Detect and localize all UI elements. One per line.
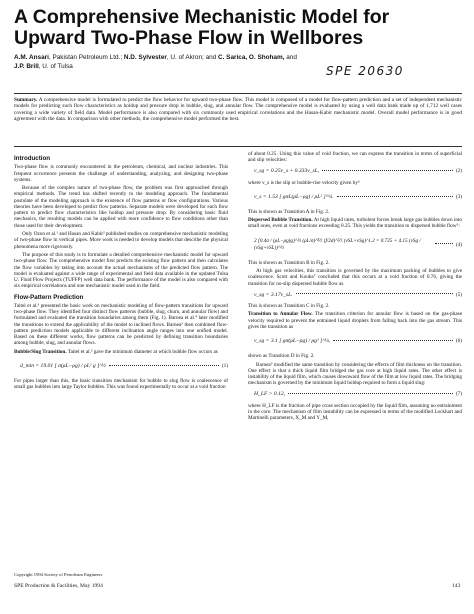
equation-body: 2 [0.4σ / (ρL−ρg)g]^½ (ρL/σ)^⅗ (f/2d)^⅖ (vSL+vSg)^1.2 = 0.725 + 4.15 (vSg / (vSg+vSL))^½ (254, 237, 421, 251)
equation-6 (248, 333, 462, 350)
equation-body: v_s = 1.53 [ gσL(ρL−ρg) / ρL² ]^¼. (254, 194, 334, 201)
journal-footer: SPE Production & Facilities, May 1994 (14, 583, 103, 589)
equation-body: H_LF > 0.12, (254, 391, 286, 398)
author-affiliation: , Pakistan Petroleum Ltd.; (48, 54, 124, 61)
leader-dots (333, 340, 453, 341)
author-name: J.P. Brill (14, 63, 39, 70)
paper-title: A Comprehensive Mechanistic Model for Upward Two-Phase Flow in Wellbores (14, 6, 390, 49)
leader-dots (322, 170, 453, 171)
paragraph-annular-transition (248, 311, 462, 330)
equation-body: v_sg = 3.17v_sL. (254, 291, 293, 298)
summary-lead: Summary. (14, 97, 38, 103)
equation-body: v_sg = 3.1 [ gσ(ρL−ρg) / ρg² ]^¼, (254, 338, 331, 345)
equation-7 (248, 390, 462, 400)
equation-number: (1) (221, 363, 228, 370)
paragraph: of about 0.25. Using this value of void fraction, we can express the transition in terms of superficial and slip velocities: (248, 151, 462, 164)
leader-dots (296, 293, 453, 294)
equation-number: (6) (455, 338, 462, 345)
paragraph: shown as Transition D in Fig. 2. (248, 353, 315, 360)
leader-dots (288, 393, 453, 394)
paragraph: Because of the complex nature of two-phase flow, the problem was first approached through empirical methods. The trend has shifted recently to the modeling approach. The fundamental postulate of the modeling approach is the existence of flow patterns or flow configurations. Various theories have been developed to predict flow patterns. Separate models were developed for each flow pattern to predict flow characteristics like holdup and pressure drop. By considering basic fluid mechanics, the resulting models can be applied with more confidence to flow conditions other than those used for their development. (14, 185, 228, 229)
paragraph-text: Taitel et al.³ gave the minimum diameter at which bubble flow occurs as (66, 348, 218, 355)
run-in-heading: Bubble/Slug Transition. (14, 348, 67, 355)
leader-dots (337, 196, 453, 197)
right-column (248, 151, 462, 423)
equation-5 (248, 290, 462, 300)
left-column (14, 151, 228, 393)
equation-1 (14, 358, 228, 375)
paragraph: This is shown as Transition B in Fig. 2. (248, 259, 330, 266)
summary-bottom-rule (14, 146, 462, 147)
author-name: C. Sarica, O. Shoham, (218, 54, 285, 61)
page-number: 143 (452, 583, 461, 589)
equation-number: (5) (455, 291, 462, 298)
equation-number: (3) (455, 194, 462, 201)
paragraph: Only Ozon et al.¹ and Hasan and Kabir² published studies on comprehensive mechanistic modeling of two-phase flow in vertical pipes. More work is needed to develop models that describe the physical phenomena more rigorously. (14, 231, 228, 250)
run-in-heading: Transition to Annular Flow. (248, 311, 313, 318)
paragraph-dispersed-bubble (248, 217, 462, 230)
paragraph: At high gas velocities, this transition is governed by the maximum packing of bubbles to give coalescence. Scott and Kouba⁷ concluded that this occurs at a void fraction of 0.76, giving the transition for no-slip dispersed bubble flow as (248, 268, 462, 287)
author-affiliation: , U. of Akron; and (166, 54, 219, 61)
section-heading-flow-pattern-prediction: Flow-Pattern Prediction (14, 293, 84, 301)
paragraph: Barnea⁵ modified the same transition by considering the effects of film thickness on the transition. One effect is that a thick liquid film bridged the gas core at high liquid rates. The other effect is instability of the liquid film, which causes downward flow of the film at low liquid rates. The bridging mechanism is governed by the minimum liquid holdup required to form a liquid slug: (248, 361, 462, 387)
section-heading-introduction: Introduction (14, 155, 51, 162)
author-name: A.M. Ansari (14, 54, 49, 61)
equation-2 (248, 167, 462, 177)
paragraph: This is shown as Transition A in Fig. 2. (248, 208, 330, 215)
paragraph: where v_s is the slip or bubble-rise velocity given by⁶ (248, 179, 360, 186)
leader-dots (109, 365, 219, 366)
summary-abstract (14, 97, 462, 123)
paragraph: Two-phase flow is commonly encountered in the petroleum, chemical, and nuclear industries. This frequent occurrence presents the challenge of understanding, analyzing, and designing two-phase systems. (14, 164, 228, 183)
paragraph: where H_LF is the fraction of pipe cross section occupied by the liquid film, assuming no entrainment in the core. The mechanism of film instability can be expressed in terms of the modified Lockhart and Martinelli parameters, X_M and Y_M, (248, 402, 462, 421)
equation-body: d_min = 19.01 [ σ(ρL−ρg) / ρL² g ]^½ (20, 363, 106, 370)
paragraph: For pipes larger than this, the basic transition mechanism for bubble to slug flow is coalescence of small gas bubbles into large Taylor bubbles. This was found experimentally to occur at a void fraction (14, 378, 228, 391)
leader-dots (435, 243, 453, 244)
paragraph: The purpose of this study is to formulate a detailed comprehensive mechanistic model for upward two-phase flow. The comprehensive model first predicts the existing flow pattern and then calculates the flow variables by taking into account the actual mechanisms of the predicted flow pattern. The model is evaluated against a wide range of experimental and field data available in the updated Tulsa U. Fluid Flow Projects (TUFFP) well data bank. The performance of the model is also compared with six empirical correlations and one mechanistic model used in the field. (14, 252, 228, 290)
equation-number: (2) (455, 168, 462, 175)
author-line-1 (14, 53, 464, 62)
paragraph: This is shown as Transition C in Fig. 2. (248, 302, 330, 309)
equation-3 (248, 189, 462, 206)
run-in-heading: Dispersed Bubble Transition. (248, 217, 313, 224)
author-affiliation: , U. of Tulsa (38, 63, 73, 70)
paragraph-bubble-slug (14, 349, 228, 355)
equation-number: (4) (455, 241, 462, 248)
paragraph: Taitel et al.³ presented the basic work on mechanistic modeling of flow-pattern transitions for upward two-phase flow. They identified four distinct flow patterns (bubble, slug, churn, and annular flow) and formulated and evaluated the transition boundaries among them (Fig. 1). Barnea et al.⁴ later modified the transitions to extend the applicability of the model to inclined flows. Barnea⁵ then combined flow-pattern prediction models applicable to different inclination angle ranges into one unified model. Based on these different works, flow patterns can be predicted by defining transition boundaries among bubble, slug, and annular flows. (14, 302, 228, 347)
author-affiliation: and (284, 54, 297, 61)
copyright-notice: Copyright 1994 Society of Petroleum Engineers (14, 572, 103, 577)
author-name: N.D. Sylvester (123, 54, 167, 61)
summary-text: A comprehensive model is formulated to predict the flow behavior for upward two-phase flow. This model is composed of a model for flow-pattern prediction and a set of independent mechanistic models for predicting such flow characteristics as holdup and pressure drop in bubble, slug, and annular flow. The comprehensive model is evaluated by using a well data bank made up of 1,712 well cases covering a wide variety of field data. Model performance is also compared with six commonly used empirical correlations and the Hasan-Kabir mechanistic model. Overall model performance is in good agreement with the data. In comparison with other methods, the comprehensive model performed the best. (14, 97, 462, 123)
summary-top-rule (14, 93, 462, 94)
paragraph-text: The transition criterion for annular flow is based on the gas-phase velocity required to prevent the entrained liquid droplets from falling back into the gas stream. This gives the transition as (248, 311, 462, 330)
equation-body: v_sg = 0.25v_s + 0.333v_sL, (254, 168, 320, 175)
handwritten-paper-number: SPE 20630 (326, 64, 404, 78)
equation-4 (248, 233, 462, 257)
paragraph-text: At high liquid rates, turbulent forces break large gas bubbles down into small ones, even at void fractions exceeding 0.25. This yields the transition to dispersed bubble flow⁵: (248, 217, 462, 230)
equation-number: (7) (455, 391, 462, 398)
